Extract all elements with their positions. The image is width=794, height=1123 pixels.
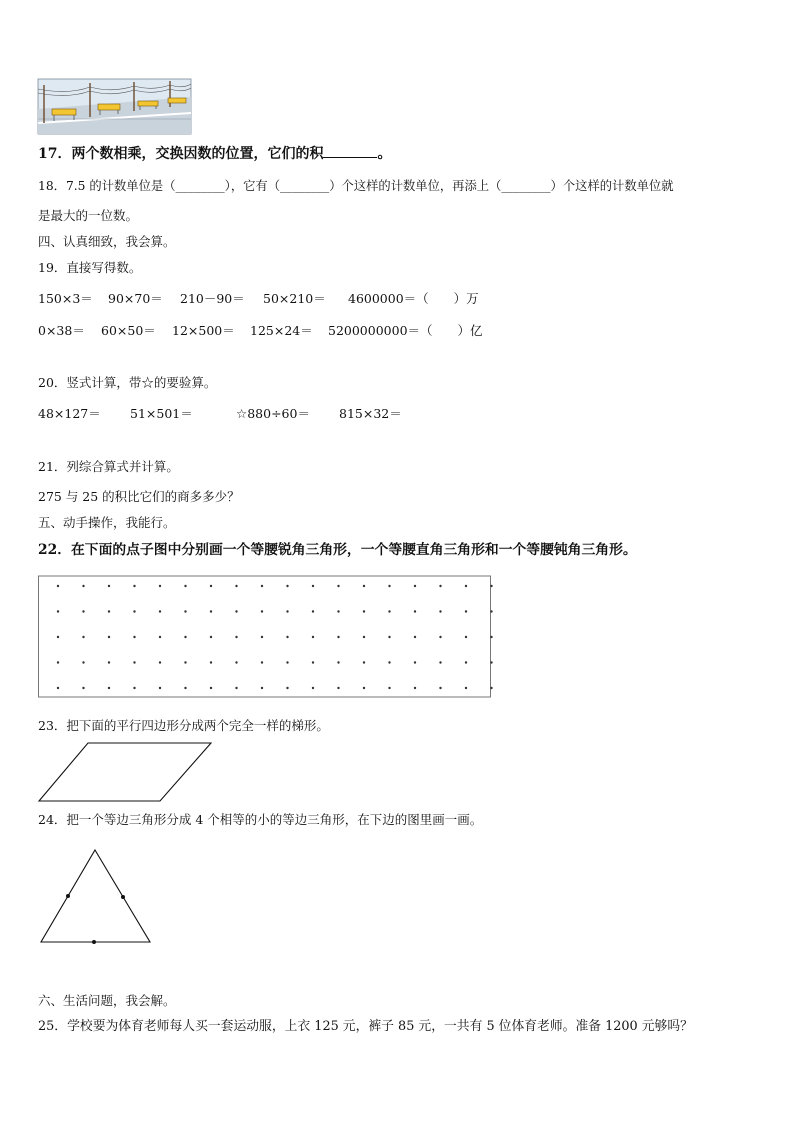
grid-dot[interactable] — [210, 687, 212, 689]
grid-dot[interactable] — [363, 636, 365, 638]
grid-dot[interactable] — [363, 687, 365, 689]
question-title: 直接写得数。 — [66, 260, 142, 275]
grid-dot[interactable] — [82, 687, 84, 689]
grid-dot[interactable] — [261, 585, 263, 587]
midpoint-dot-left — [66, 894, 70, 898]
grid-dot[interactable] — [337, 585, 339, 587]
question-number: 25． — [38, 1019, 68, 1034]
grid-dot[interactable] — [133, 585, 135, 587]
question-text: 两个数相乘，交换因数的位置，它们的积 — [71, 146, 324, 162]
grid-dot[interactable] — [57, 636, 59, 638]
grid-dot[interactable] — [108, 687, 110, 689]
grid-dot[interactable] — [363, 610, 365, 612]
calc-item: 5200000000＝（ ）亿 — [328, 323, 483, 338]
question-number: 19． — [38, 260, 67, 275]
grid-dot[interactable] — [363, 661, 365, 663]
grid-dot[interactable] — [261, 661, 263, 663]
grid-dot[interactable] — [159, 636, 161, 638]
question-19 — [38, 260, 141, 276]
calc-item: 50×210＝ — [263, 291, 326, 306]
grid-dot[interactable] — [465, 661, 467, 663]
grid-dot[interactable] — [388, 610, 390, 612]
grid-dot[interactable] — [133, 661, 135, 663]
grid-dot[interactable] — [184, 610, 186, 612]
question-number: 21． — [38, 459, 67, 474]
grid-dot[interactable] — [286, 661, 288, 663]
grid-dot[interactable] — [210, 636, 212, 638]
grid-dot[interactable] — [108, 661, 110, 663]
grid-dot[interactable] — [184, 661, 186, 663]
question-21-text: 275 与 25 的积比它们的商多多少？ — [38, 489, 240, 504]
question-title: 列综合算式并计算。 — [66, 459, 179, 474]
grid-dot[interactable] — [465, 610, 467, 612]
question-23 — [38, 718, 329, 734]
grid-dot[interactable] — [465, 636, 467, 638]
grid-dot[interactable] — [184, 585, 186, 587]
grid-dot[interactable] — [363, 585, 365, 587]
question-text-line1: 7.5 的计数单位是（________），它有（________）个这样的计数单位，再添上（________）个这样的计数单位就 — [65, 179, 674, 193]
grid-dot[interactable] — [159, 687, 161, 689]
grid-dot[interactable] — [235, 585, 237, 587]
grid-dot[interactable] — [286, 636, 288, 638]
grid-dot[interactable] — [312, 661, 314, 663]
grid-dot[interactable] — [414, 636, 416, 638]
question-18 — [38, 178, 674, 194]
grid-dot[interactable] — [312, 585, 314, 587]
grid-dot[interactable] — [337, 687, 339, 689]
answer-blank[interactable] — [323, 145, 377, 158]
grid-dot[interactable] — [312, 687, 314, 689]
grid-dot[interactable] — [490, 687, 492, 689]
question-number: 23． — [38, 718, 67, 733]
grid-dot[interactable] — [133, 636, 135, 638]
dot-grid-figure[interactable] — [38, 575, 492, 699]
section-6-heading: 六、生活问题，我会解。 — [38, 993, 176, 1008]
question-number: 20． — [38, 375, 67, 390]
grid-dot[interactable] — [439, 661, 441, 663]
grid-dot[interactable] — [159, 661, 161, 663]
grid-dot[interactable] — [133, 687, 135, 689]
grid-dot[interactable] — [261, 636, 263, 638]
calc-item: 815×32＝ — [339, 406, 402, 421]
grid-dot[interactable] — [235, 636, 237, 638]
calc-item: 90×70＝ — [108, 291, 163, 306]
grid-dot[interactable] — [439, 585, 441, 587]
grid-dot[interactable] — [388, 585, 390, 587]
grid-dot[interactable] — [312, 636, 314, 638]
grid-dot[interactable] — [108, 610, 110, 612]
calc-item: 0×38＝ — [38, 323, 85, 338]
grid-dot[interactable] — [439, 636, 441, 638]
grid-dot[interactable] — [465, 585, 467, 587]
grid-dot[interactable] — [108, 585, 110, 587]
question-25 — [38, 1019, 693, 1035]
calc-item: 12×500＝ — [172, 323, 235, 338]
calc-item: 125×24＝ — [250, 323, 313, 338]
grid-dot[interactable] — [82, 610, 84, 612]
grid-dot[interactable] — [439, 610, 441, 612]
grid-dot[interactable] — [57, 661, 59, 663]
grid-dot[interactable] — [414, 610, 416, 612]
question-18-line2: 是最大的一位数。 — [38, 208, 139, 223]
question-24 — [38, 812, 482, 828]
grid-dot[interactable] — [184, 636, 186, 638]
grid-dot[interactable] — [414, 687, 416, 689]
grid-dot[interactable] — [414, 585, 416, 587]
grid-dot[interactable] — [465, 687, 467, 689]
question-text: 把下面的平行四边形分成两个完全一样的梯形。 — [66, 718, 329, 733]
grid-dot[interactable] — [439, 687, 441, 689]
grid-dot[interactable] — [286, 610, 288, 612]
grid-dot[interactable] — [261, 687, 263, 689]
grid-dot[interactable] — [337, 610, 339, 612]
midpoint-dot-bottom — [92, 940, 96, 944]
grid-dot[interactable] — [210, 661, 212, 663]
grid-dot[interactable] — [57, 687, 59, 689]
question-text: 把一个等边三角形分成 4 个相等的小的等边三角形，在下边的图里画一画。 — [66, 812, 483, 827]
grid-dot[interactable] — [388, 636, 390, 638]
calc-item: 210－90＝ — [180, 291, 245, 306]
question-20 — [38, 375, 216, 391]
equilateral-triangle-figure[interactable] — [38, 848, 154, 948]
grid-dot[interactable] — [414, 661, 416, 663]
grid-dot[interactable] — [490, 636, 492, 638]
grid-dot[interactable] — [235, 687, 237, 689]
grid-dot[interactable] — [388, 687, 390, 689]
question-22 — [38, 541, 637, 559]
section-5-heading: 五、动手操作，我能行。 — [38, 515, 176, 530]
grid-dot[interactable] — [261, 610, 263, 612]
grid-dot[interactable] — [82, 585, 84, 587]
calc-item: 150×3＝ — [38, 291, 93, 306]
grid-dot[interactable] — [312, 610, 314, 612]
question-17 — [38, 145, 391, 163]
question-number: 17． — [38, 146, 72, 162]
question-text: 学校要为体育老师每人买一套运动服，上衣 125 元，裤子 85 元，一共有 5 位体育老师。准备 1200 元够吗？ — [67, 1019, 693, 1034]
grid-dot[interactable] — [286, 687, 288, 689]
question-21 — [38, 459, 179, 475]
calc-item: 60×50＝ — [101, 323, 156, 338]
question-text: 在下面的点子图中分别画一个等腰锐角三角形，一个等腰直角三角形和一个等腰钝角三角形。 — [71, 542, 637, 558]
grid-dot[interactable] — [133, 610, 135, 612]
grid-dot[interactable] — [108, 636, 110, 638]
grid-dot[interactable] — [159, 610, 161, 612]
parallelogram-figure[interactable] — [38, 740, 214, 804]
question-number: 24． — [38, 812, 67, 827]
grid-dot[interactable] — [388, 661, 390, 663]
grid-dot[interactable] — [286, 585, 288, 587]
grid-dot[interactable] — [184, 687, 186, 689]
grid-dot[interactable] — [57, 610, 59, 612]
grid-dot[interactable] — [490, 610, 492, 612]
question-text-end: 。 — [377, 146, 392, 162]
calc-item: 51×501＝ — [130, 406, 193, 421]
grid-dot[interactable] — [337, 636, 339, 638]
grid-dot[interactable] — [82, 661, 84, 663]
grid-dot[interactable] — [235, 661, 237, 663]
grid-dot[interactable] — [337, 661, 339, 663]
grid-dot[interactable] — [82, 636, 84, 638]
grid-dot[interactable] — [57, 585, 59, 587]
street-illustration — [38, 79, 192, 135]
grid-dot[interactable] — [210, 610, 212, 612]
section-4-heading: 四、认真细致，我会算。 — [38, 234, 176, 249]
grid-dot[interactable] — [159, 585, 161, 587]
grid-dot[interactable] — [210, 585, 212, 587]
question-title: 竖式计算，带☆的要验算。 — [66, 375, 217, 390]
midpoint-dot-right — [121, 895, 125, 899]
calc-item: 48×127＝ — [38, 406, 101, 421]
grid-dot[interactable] — [490, 661, 492, 663]
grid-dot[interactable] — [490, 585, 492, 587]
calc-item: 4600000＝（ ）万 — [348, 291, 479, 306]
calc-item: ☆880÷60＝ — [236, 406, 310, 421]
grid-dot[interactable] — [235, 610, 237, 612]
question-number: 22． — [38, 542, 71, 558]
question-number: 18． — [38, 179, 66, 193]
